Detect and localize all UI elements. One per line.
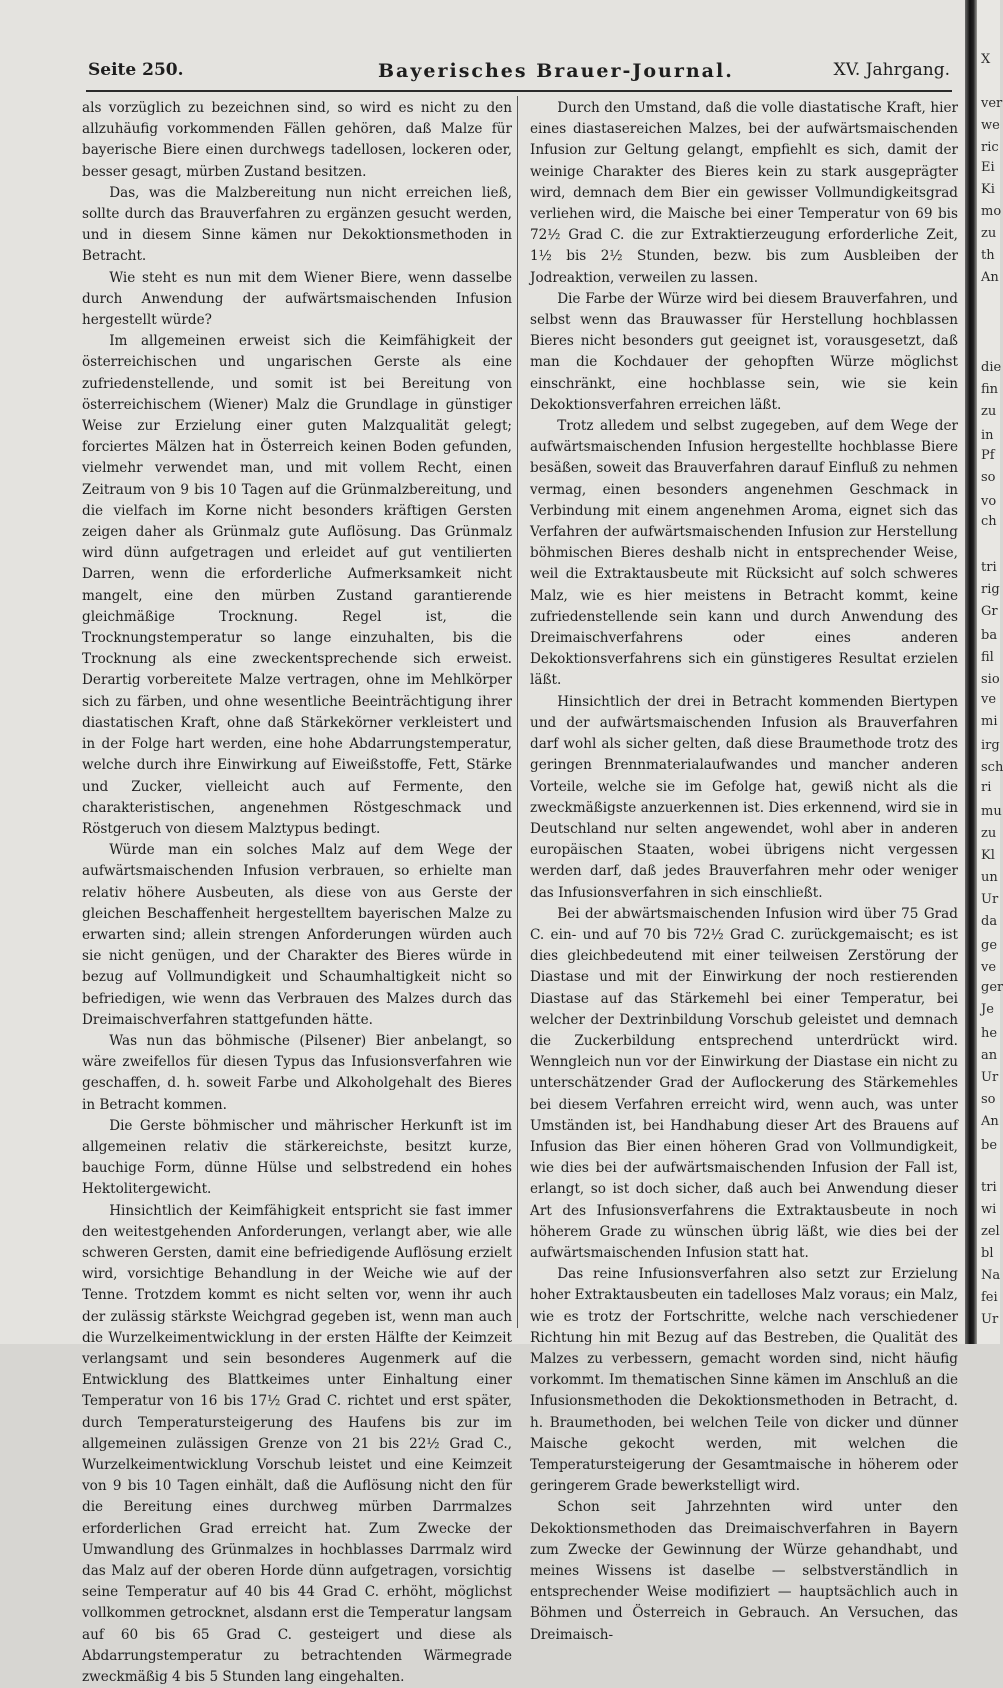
- adjacent-page-fragment: zu: [981, 404, 997, 419]
- adjacent-page-fragment: be: [981, 1138, 998, 1153]
- adjacent-page-fragment: Je: [981, 1002, 994, 1017]
- adjacent-page-fragment: sch: [981, 760, 1003, 775]
- adjacent-page-fragment: vo: [981, 494, 997, 509]
- volume-label: XV. Jahrgang.: [833, 60, 950, 80]
- adjacent-page-fragment: mo: [981, 204, 1002, 219]
- adjacent-page-fragment: Ur: [981, 1312, 999, 1327]
- adjacent-page-fragment: fil: [981, 650, 994, 665]
- book-gutter: [965, 0, 977, 1344]
- adjacent-page-fragment: zu: [981, 226, 997, 241]
- adjacent-page-fragment: ri: [981, 780, 992, 795]
- paragraph: Im allgemeinen erweist sich die Keimfähigkeit der österreichischen und ungarischen Gerste als eine zufriedenstellende, und somit ist bei Bereitung von österreichischem (Wiener) Malz die Grundlage in günstiger Weise zur Erzielung einer guten Malzqualität gelegt; forciertes Mälzen hat in Österreich keinen Boden gefunden, vielmehr verwendet man, und mit vollem Recht, einen Zeitraum von 9 bis 10 Tagen auf die Grünmalzbereitung, und die vielfach im Korne nicht besonders kräftigen Gersten zeigen daher als Grünmalz gute Auflösung. Das Grünmalz wird dünn aufgetragen und erleidet auf gut ventilierten Darren, wenn die erforderliche Aufmerksamkeit nicht mangelt, eine den mürben Zustand garantierende gleichmäßige Trocknung. Regel ist, die Trocknungstemperatur so lange einzuhalten, bis die Trocknung als eine zweckentsprechende sich erweist. Derartig vorbereitete Malze vertragen, ohne im Mehlkörper sich zu färben, und ohne wesentliche Beeinträchtigung ihrer diastatischen Kraft, ohne daß Stärkekörner verkleistert und in der Folge hart werden, eine hohe Abdarrungstemperatur, welche durch ihre Einwirkung auf Eiweißstoffe, Fett, Stärke und Zucker, vielleicht auch auf Fermente, den charakteristischen, angenehmen Röstgeschmack und Röstgeruch von diesem Malztypus bedingt.: [82, 333, 512, 837]
- adjacent-page-fragment: sio: [981, 672, 1000, 687]
- paragraph: Bei der abwärtsmaischenden Infusion wird über 75 Grad C. ein- und auf 70 bis 72½ Grad C. zurückgemaischt; es ist dies gleichbedeutend mit einer teilweisen Zerstörung der Diastase und mit der Einwirkung der noch restierenden Diastase auf das Stärkemehl bei einer Temperatur, bei welcher der Dextrinbildung Vorschub geleistet und demnach die Zuckerbildung entsprechend unterdrückt wird. Wenngleich nun vor der Einwirkung der Diastase ein nicht zu unterschätzender Grad der Auflockerung des Stärkemehles bei diesem Verfahren erreicht wird, wenn auch, was unter Umständen ist, bei Handhabung dieser Art des Brauens auf Infusion das Bier einen höheren Grad von Vollmundigkeit, wie dies bei der aufwärtsmaischenden Infusion der Fall ist, erlangt, so ist doch sicher, daß auch bei Anwendung dieser Art des Infusionsverfahrens die Extraktausbeute in noch höherem Grade zu wünschen übrig läßt, wie dies bei der aufwärtsmaischenden Infusion statt hat.: [530, 905, 958, 1261]
- adjacent-page-fragment: X: [981, 52, 991, 67]
- paragraph: Was nun das böhmische (Pilsener) Bier anbelangt, so wäre zweifellos für diesen Typus das Infusionsverfahren wie geschaffen, d. h. soweit Farbe und Alkoholgehalt des Bieres in Betracht kommen.: [82, 1032, 512, 1113]
- adjacent-page-fragment: Na: [981, 1268, 1001, 1283]
- adjacent-page-fragment: ver: [981, 96, 1003, 111]
- paragraph: Das reine Infusionsverfahren also setzt zur Erzielung hoher Extraktausbeuten ein tadelloses Malz voraus; ein Malz, wie es trotz der Fortschritte, welche nach verschiedener Richtung hin mit Bezug auf das Bestreben, die Qualität des Malzes zu verbessern, gemacht worden sind, nicht häufig vorkommt. Im thematischen Sinne kämen im Anschluß an die Infusionsmethoden die Dekoktionsmethoden in Betracht, d. h. Braumethoden, bei welchen Teile von dicker und dünner Maische gekocht werden, mit welchen die Temperatursteigerung der Gesamtmaische in höherem oder geringerem Grade bewerkstelligt wird.: [530, 1266, 958, 1495]
- adjacent-page-edge: [977, 0, 1003, 1344]
- journal-title: Bayerisches Brauer-Journal.: [378, 60, 734, 82]
- adjacent-page-fragment: ve: [981, 960, 997, 975]
- paragraph: Das, was die Malzbereitung nun nicht erreichen ließ, sollte durch das Brauverfahren zu ergänzen gesucht werden, und in diesem Sinne kämen nur Dekoktionsmethoden in Betracht.: [82, 184, 512, 265]
- page-number: Seite 250.: [88, 60, 184, 80]
- adjacent-page-fragment: Ki: [981, 182, 995, 197]
- page-header: [88, 56, 950, 86]
- right-column: [530, 98, 958, 1646]
- paragraph: Wie steht es nun mit dem Wiener Biere, wenn dasselbe durch Anwendung der aufwärtsmaischenden Infusion hergestellt würde?: [82, 269, 512, 329]
- adjacent-page-fragment: Ur: [981, 892, 999, 907]
- adjacent-page-fragment: ge: [981, 938, 998, 953]
- adjacent-page-fragment: Gr: [981, 604, 998, 619]
- adjacent-page-fragment: tri: [981, 560, 997, 575]
- adjacent-page-fragment: Pf: [981, 448, 995, 463]
- adjacent-page-fragment: he: [981, 1026, 998, 1041]
- adjacent-page-fragment: zu: [981, 826, 997, 841]
- adjacent-page-fragment: un: [981, 870, 998, 885]
- adjacent-page-fragment: ger: [981, 980, 1003, 995]
- paragraph: Hinsichtlich der Keimfähigkeit entspricht sie fast immer den weitestgehenden Anforderungen, verlangt aber, wie alle schweren Gersten, damit eine befriedigende Auflösung erzielt wird, vorsichtige Behandlung in der Weiche wie auf der Tenne. Trotzdem kommt es nicht selten vor, wenn ihr auch der zulässig stärkste Weichgrad gegeben ist, wenn man auch die Wurzelkeimentwicklung in der ersten Hälfte der Keimzeit verlangsamt und sein besonderes Augenmerk auf die Entwicklung des Blattkeimes unter Einhaltung einer Temperatur von 16 bis 17½ Grad C. richtet und erst später, durch Temperatursteigerung des Haufens bis zur im allgemeinen zulässigen Grenze von 21 bis 22½ Grad C., Wurzelkeimentwicklung Vorschub leistet und eine Keimzeit von 9 bis 10 Tagen einhält, daß die Auflösung nicht den für die Bereitung eines durchweg mürben Darrmalzes erforderlichen Grad erreicht hat. Zum Zwecke der Umwandlung des Grünmalzes in hochblasses Darrmalz wird das Malz auf der oberen Horde dünn aufgetragen, vorsichtig seine Temperatur auf 40 bis 44 Grad C. erhöht, möglichst vollkommen getrocknet, alsdann erst die Temperatur langsam auf 60 bis 65 Grad C. gesteigert und diese als Abdarrungstemperatur zu betrachtenden Wärmegrade zweckmäßig 4 bis 5 Stunden lang eingehalten.: [82, 1202, 512, 1686]
- adjacent-page-fragment: Ei: [981, 160, 995, 175]
- adjacent-page-fragment: an: [981, 1048, 998, 1063]
- adjacent-page-fragment: th: [981, 248, 995, 263]
- adjacent-page-fragment: bl: [981, 1246, 994, 1261]
- adjacent-page-fragment: Ur: [981, 1070, 999, 1085]
- adjacent-page-fragment: da: [981, 914, 998, 929]
- column-divider: [517, 96, 518, 1328]
- adjacent-page-fragment: fin: [981, 382, 999, 397]
- paragraph: Schon seit Jahrzehnten wird unter den Dekoktionsmethoden das Dreimaischverfahren in Bayern zum Zwecke der Gewinnung der Würze gehandhabt, und meines Wissens ist daselbe — selbstverständlich in entsprechender Weise modifiziert — hauptsächlich auch in Böhmen und Österreich in Gebrauch. An Versuchen, das Dreimaisch-: [530, 1499, 958, 1643]
- adjacent-page-fragment: irg: [981, 738, 1000, 753]
- adjacent-page-fragment: An: [981, 1114, 999, 1129]
- adjacent-page-fragment: die: [981, 360, 1002, 375]
- adjacent-page-fragment: rig: [981, 582, 1000, 597]
- paragraph: Die Gerste böhmischer und mährischer Herkunft ist im allgemeinen relativ die stärkereichste, besitzt kurze, bauchige Form, dünne Hülse und selbstredend ein hohes Hektolitergewicht.: [82, 1117, 512, 1198]
- paragraph: als vorzüglich zu bezeichnen sind, so wird es nicht zu den allzuhäufig vorkommenden Fällen gehören, daß Malze für bayerische Biere einen durchwegs tadellosen, lockeren oder, besser gesagt, mürben Zustand besitzen.: [82, 100, 512, 180]
- adjacent-page-fragment: in: [981, 428, 994, 443]
- adjacent-page-fragment: ve: [981, 692, 997, 707]
- adjacent-page-fragment: Kl: [981, 848, 995, 863]
- adjacent-page-fragment: wi: [981, 1202, 997, 1217]
- paragraph: Hinsichtlich der drei in Betracht kommenden Biertypen und der aufwärtsmaischenden Infusion als Brauverfahren darf wohl als sicher gelten, daß diese Braumethode trotz des geringen Brennmaterialaufwandes und mancher anderen Vorteile, welche sie im Gefolge hat, gewiß nicht als die zweckmäßigste anzuerkennen ist. Dies erkennend, wird sie in Deutschland nur selten angewendet, wohl aber in anderen europäischen Staaten, wobei übrigens nicht vergessen werden darf, daß jedes Brauverfahren mehr oder weniger das Infusionsverfahren in sich einschließt.: [530, 693, 958, 901]
- adjacent-page-fragment: we: [981, 118, 1000, 133]
- paragraph: Durch den Umstand, daß die volle diastatische Kraft, hier eines diastasereichen Malzes, bei der aufwärtsmaischenden Infusion zur Geltung gelangt, empfiehlt es sich, damit der weinige Charakter des Bieres kein zu stark ausgeprägter wird, demnach dem Bier ein gewisser Vollmundigkeitsgrad verliehen wird, die Maische bei einer Temperatur von 69 bis 72½ Grad C. die zur Extraktierzeugung erforderliche Zeit, 1½ bis 2½ Stunden, bezw. bis zum Ausbleiben der Jodreaktion, verweilen zu lassen.: [530, 100, 958, 286]
- paragraph: Trotz alledem und selbst zugegeben, auf dem Wege der aufwärtsmaischenden Infusion hergestellte hochblasse Biere besäßen, soweit das Brauverfahren darauf Einfluß zu nehmen vermag, einen besonders angenehmen Geschmack in Verbindung mit einem angenehmen Aroma, eignet sich das Verfahren der aufwärtsmaischenden Infusion zur Herstellung böhmischen Bieres deshalb nicht in entsprechender Weise, weil die Extraktausbeute mit Rücksicht auf solch schweres Malz, wie es hier meistens in Betracht kommt, keine zufriedenstellende sein kann und durch Anwendung des Dreimaischverfahrens oder eines anderen Dekoktionsverfahrens sich ein günstigeres Resultat erzielen läßt.: [530, 418, 958, 689]
- adjacent-page-fragment: An: [981, 270, 999, 285]
- adjacent-page-fragment: ch: [981, 514, 997, 529]
- paragraph: Die Farbe der Würze wird bei diesem Brauverfahren, und selbst wenn das Brauwasser für Herstellung hochblassen Bieres nicht besonders gut geeignet ist, vorausgesetzt, daß man die Kochdauer der gehopften Würze möglichst einschränkt, eine hochblasse sein, wie sie kein Dekoktionsverfahren erreichen läßt.: [530, 290, 958, 413]
- adjacent-page-fragment: mi: [981, 714, 998, 729]
- adjacent-page-fragment: zel: [981, 1224, 1000, 1239]
- paragraph: Würde man ein solches Malz auf dem Wege der aufwärtsmaischenden Infusion verbrauen, so erhielte man relativ höhere Ausbeuten, als diese von aus Gerste der gleichen Beschaffenheit hergestelltem bayerischen Malze zu erwarten sind; allein strengen Anforderungen würden auch sie nicht genügen, und der Charakter des Bieres würde in bezug auf Vollmundigkeit und Schaumhaltigkeit nicht so befriedigen, wie wenn das Verbrauen des Malzes durch das Dreimaischverfahren stattgefunden hätte.: [82, 842, 512, 1028]
- adjacent-page-fragment: so: [981, 1092, 996, 1107]
- adjacent-page-fragment: fei: [981, 1290, 998, 1305]
- left-column: [82, 98, 512, 1688]
- adjacent-page-fragment: tri: [981, 1180, 997, 1195]
- adjacent-page-fragment: so: [981, 470, 996, 485]
- adjacent-page-fragment: ba: [981, 628, 998, 643]
- adjacent-page-fragment: mu: [981, 804, 1002, 819]
- adjacent-page-fragment: ric: [981, 140, 999, 155]
- header-rule: [86, 90, 952, 92]
